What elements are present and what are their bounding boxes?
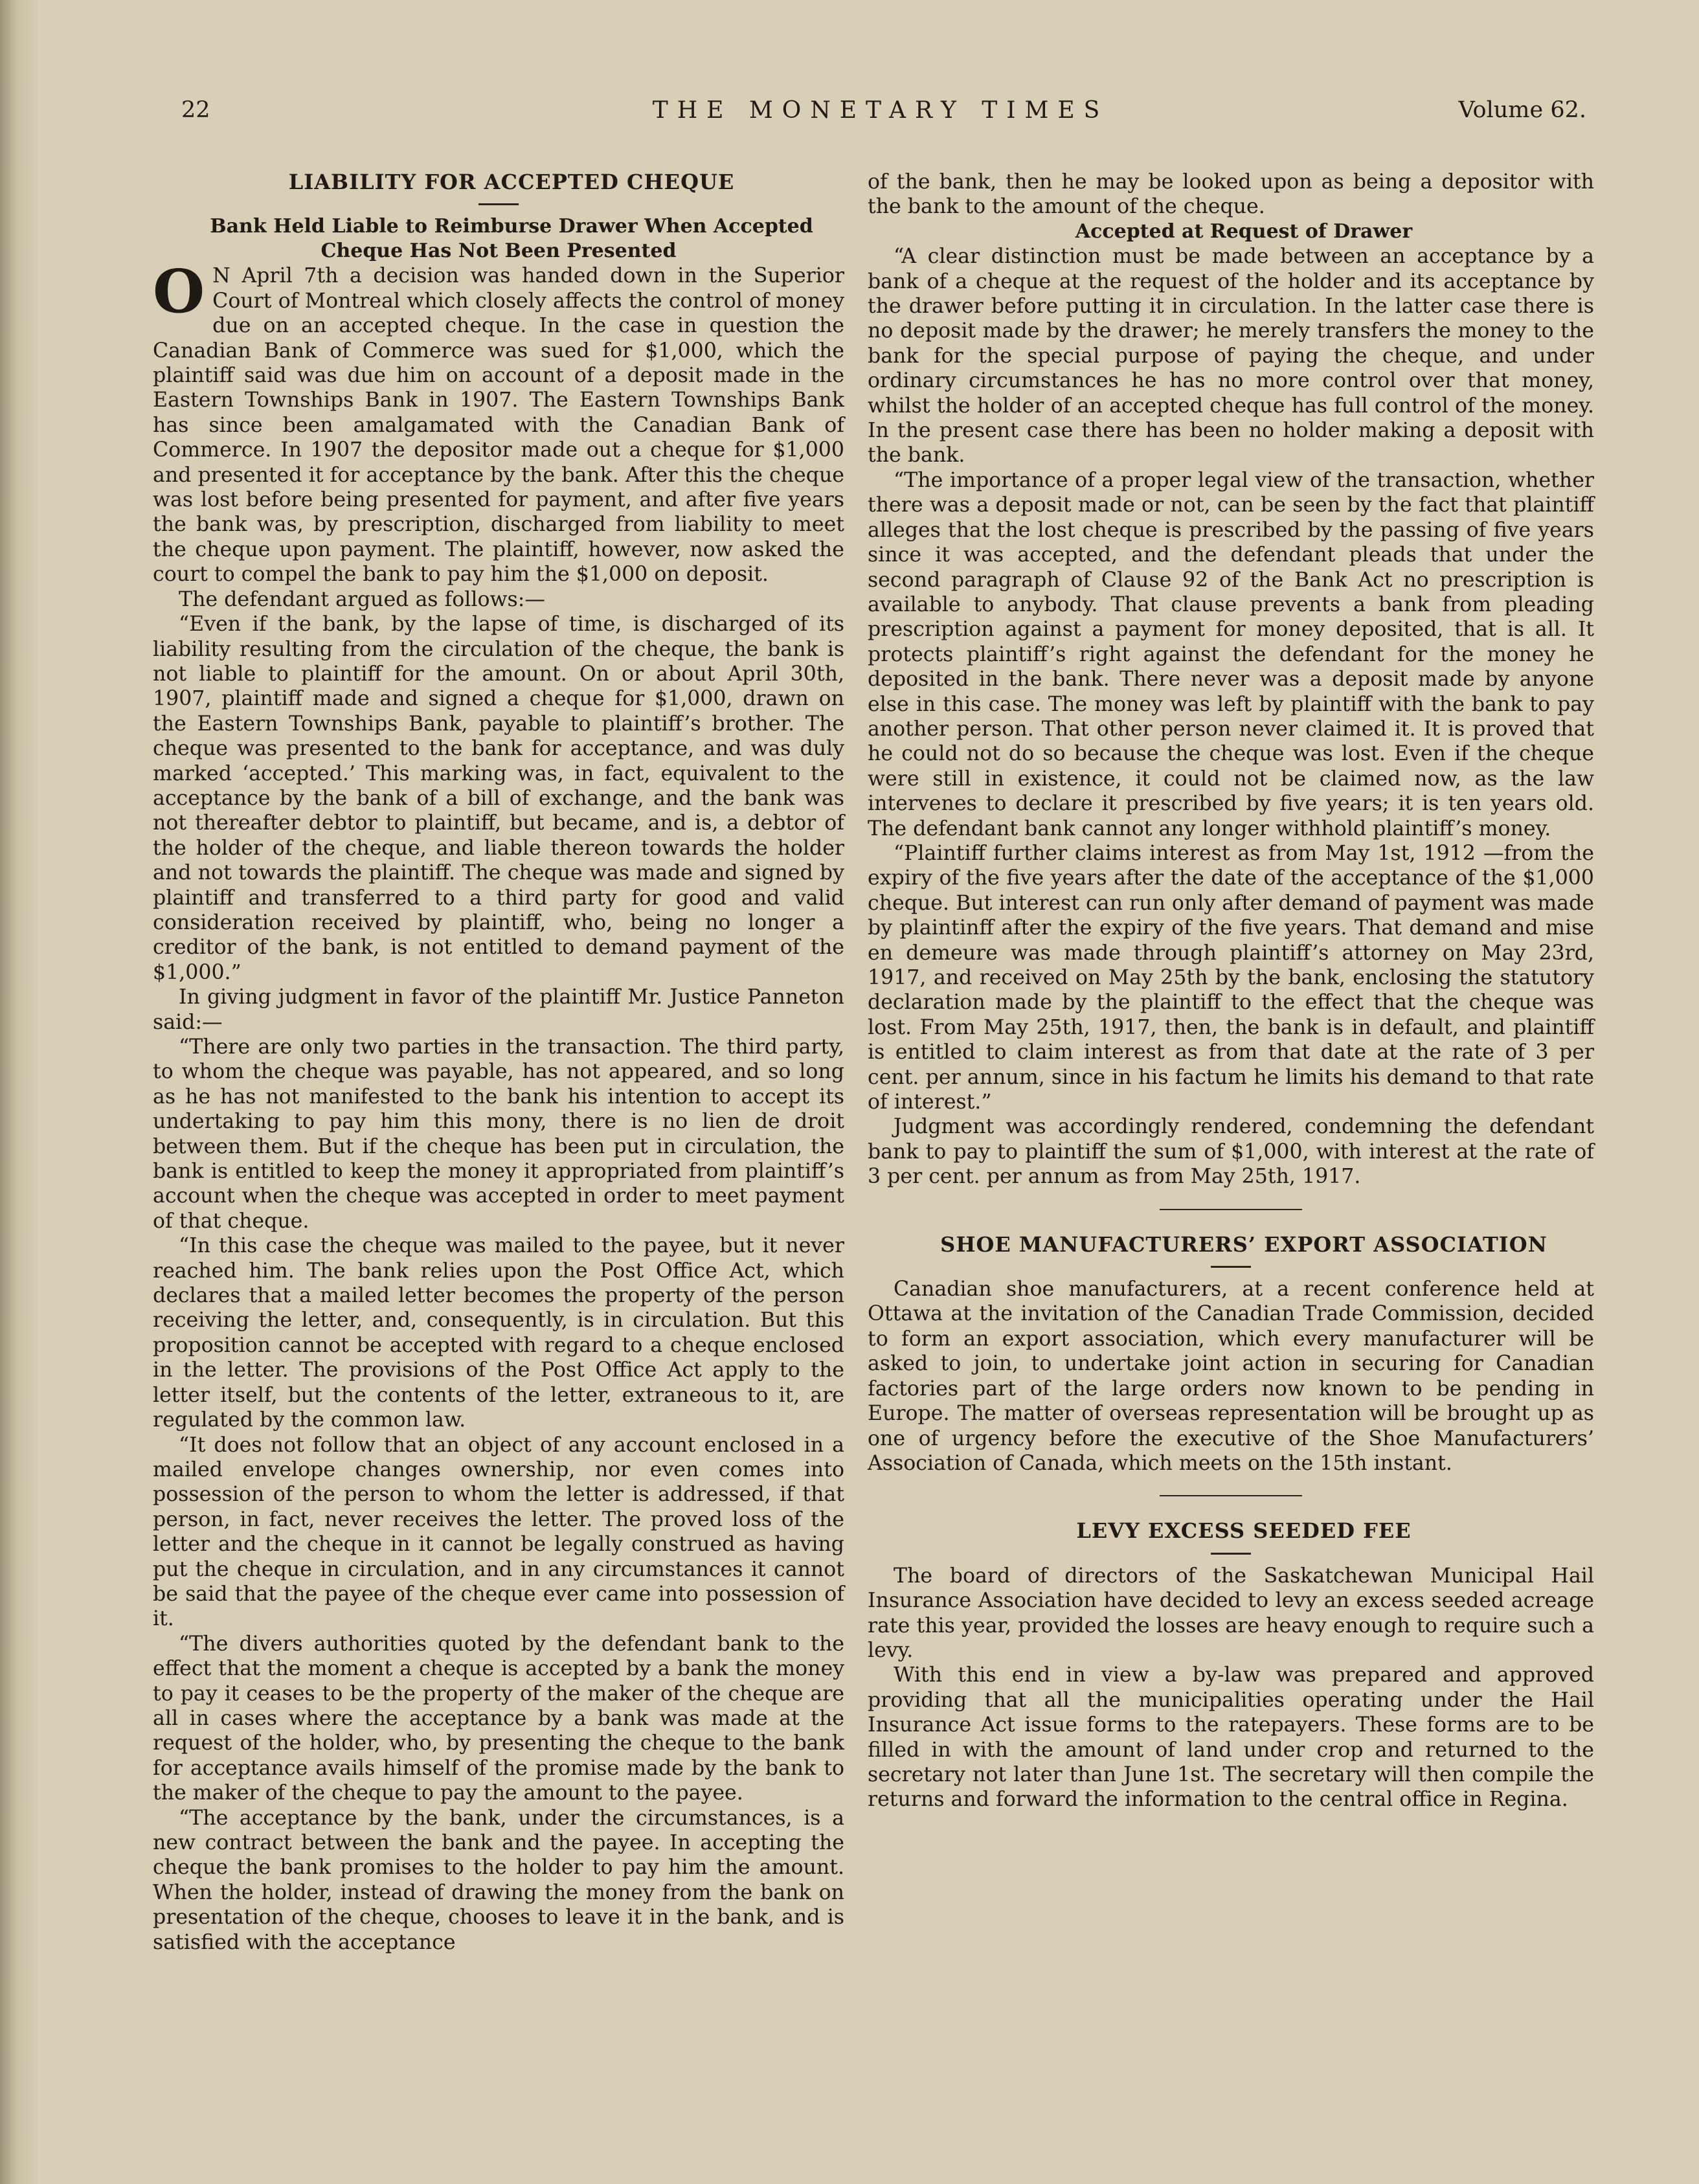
crosshead: Accepted at Request of Drawer bbox=[1075, 220, 1413, 243]
paragraph: “There are only two parties in the transaction. The third party, to whom the cheque was payable, has not appeared, and so long as he has not manifested to the bank his intention to accept its undertaking to pay him this mony, there is no lien de droit between them. But if the cheque has been put in circulation, the bank is entitled to keep the money it appropriated from plaintiff’s account when the cheque was accepted in order to meet payment of that cheque. bbox=[153, 1035, 844, 1233]
title-rule bbox=[478, 203, 519, 205]
paragraph: In giving judgment in favor of the plaintiff Mr. Justice Panneton said:— bbox=[153, 985, 844, 1034]
article-subtitle: Bank Held Liable to Reimburse Drawer When Accepted Cheque Has Not Been Presented bbox=[210, 215, 813, 263]
paragraph: The defendant argued as follows:— bbox=[179, 587, 545, 611]
publication-title: THE MONETARY TIMES bbox=[652, 97, 1109, 124]
volume-number: Volume 62. bbox=[1458, 97, 1586, 123]
page-binding-edge bbox=[0, 0, 39, 2184]
lead-paragraph-text: N April 7th a decision was handed down in the Superior Court of Montreal which closely affects the control of money due on an accepted cheque. In the case in question the Canadian Bank of Commerce was sued for $1,000, which the plaintiff said was due him on account of a deposit made in the Eastern Townships Bank in 1907. The Eastern Townships Bank has since been amalgamated with the Canadian Bank of Commerce. In 1907 the depositor made out a cheque for $1,000 and presented it for acceptance by the bank. After this the cheque was lost before being presented for payment, and after five years the bank was, by prescription, discharged from liability to meet the cheque upon payment. The plaintiff, however, now asked the court to compel the bank to pay him the $1,000 on deposit. bbox=[153, 264, 844, 587]
title-rule bbox=[1211, 1553, 1251, 1555]
paragraph: “In this case the cheque was mailed to the payee, but it never reached him. The bank relies upon the Post Office Act, which declares that a mailed letter becomes the property of the person receiving the letter, and, consequently, is in circulation. But this proposition cannot be accepted with regard to a cheque enclosed in the letter. The provisions of the Post Office Act apply to the letter itself, but the contents of the letter, extraneous to it, are regulated by the common law. bbox=[153, 1234, 844, 1432]
title-rule bbox=[1211, 1266, 1251, 1268]
paragraph: “A clear distinction must be made between an acceptance by a bank of a cheque at the request of the holder and its acceptance by the drawer before putting it in circulation. In the latter case there is no deposit made by the drawer; he merely transfers the money to the bank for the special purpose of paying the cheque, and under ordinary circumstances he has no more control over that money, whilst the holder of an accepted cheque has full control of the money. In the present case there has been no holder making a deposit with the bank. bbox=[868, 245, 1594, 467]
section-divider bbox=[1160, 1209, 1302, 1210]
right-column bbox=[868, 170, 1594, 1812]
article-title: LEVY EXCESS SEEDED FEE bbox=[1076, 1518, 1412, 1544]
paragraph: “Plaintiff further claims interest as from May 1st, 1912 —from the expiry of the five years after the date of the acceptance of the $1,000 cheque. But interest can run only after demand of payment was made by plaintinff after the expiry of the five years. That demand and mise en demeure was made through plaintiff’s attorney on May 23rd, 1917, and received on May 25th by the bank, enclosing the statutory declaration made by the plaintiff to the effect that the cheque was lost. From May 25th, 1917, then, the bank is in default, and plaintiff is entitled to claim interest as from that date at the rate of 3 per cent. per annum, since in his factum he limits his demand to that rate of interest.” bbox=[868, 841, 1594, 1114]
left-column bbox=[153, 170, 844, 1955]
paragraph: “The acceptance by the bank, under the circumstances, is a new contract between the bank and the payee. In accepting the cheque the bank promises to the holder to pay him the amount. When the holder, instead of drawing the money from the bank on presentation of the cheque, chooses to leave it in the bank, and is satisfied with the acceptance bbox=[153, 1806, 844, 1954]
paragraph-continued: of the bank, then he may be looked upon as being a depositor with the bank to the amount of the cheque. bbox=[868, 170, 1594, 219]
paragraph: “It does not follow that an object of any account enclosed in a mailed envelope changes ownership, nor even comes into possession of the person to whom the letter is addressed, if that person, in fact, never receives the letter. The proved loss of the letter and the cheque in it cannot be legally construed as having put the cheque in circulation, and in any circumstances it cannot be said that the payee of the cheque ever came into possession of it. bbox=[153, 1433, 844, 1631]
article-title: SHOE MANUFACTURERS’ EXPORT ASSOCIATION bbox=[940, 1232, 1547, 1257]
paragraph: “The divers authorities quoted by the defendant bank to the effect that the moment a cheque is accepted by a bank the money to pay it ceases to be the property of the maker of the cheque are all in cases where the acceptance by a bank was made at the request of the holder, who, by presenting the cheque to the bank for acceptance avails himself of the promise made by the bank to the maker of the cheque to pay the amount to the payee. bbox=[153, 1632, 844, 1805]
paragraph: Canadian shoe manufacturers, at a recent conference held at Ottawa at the invitation of the Canadian Trade Commission, decided to form an export association, which every manufacturer will be asked to join, to undertake joint action in securing for Canadian factories part of the large orders now known to be pending in Europe. The matter of overseas representation will be brought up as one of urgency before the executive of the Shoe Manufacturers’ Association of Canada, which meets on the 15th instant. bbox=[868, 1278, 1594, 1475]
drop-cap: O bbox=[153, 256, 205, 327]
section-divider bbox=[1160, 1495, 1302, 1496]
article-title: LIABILITY FOR ACCEPTED CHEQUE bbox=[288, 170, 735, 194]
paragraph: With this end in view a by-law was prepared and approved providing that all the municipalities operating under the Hail Insurance Act issue forms to the ratepayers. These forms are to be filled in with the amount of land under crop and returned to the secretary not later than June 1st. The secretary will then compile the returns and forward the information to the central office in Regina. bbox=[868, 1663, 1594, 1812]
lead-paragraph bbox=[153, 256, 844, 587]
paragraph: “The importance of a proper legal view of the transaction, whether there was a deposit made or not, can be seen by the fact that plaintiff alleges that the lost cheque is prescribed by the passing of five years since it was accepted, and the defendant pleads that under the second paragraph of Clause 92 of the Bank Act no prescription is available to anybody. That clause prevents a bank from pleading prescription against a payment for money deposited, that is all. It protects plaintiff’s right against the defendant for the money he deposited in the bank. There never was a deposit made by anyone else in this case. The money was left by plaintiff with the bank to pay another person. That other person never claimed it. It is proved that he could not do so because the cheque was lost. Even if the cheque were still in existence, it could not be claimed now, as the law intervenes to declare it prescribed by five years; it is ten years old. The defendant bank cannot any longer withhold plaintiff’s money. bbox=[868, 468, 1594, 840]
page-number: 22 bbox=[181, 97, 210, 123]
running-head bbox=[175, 97, 1586, 136]
paragraph: “Even if the bank, by the lapse of time, is discharged of its liability resulting from the circulation of the cheque, the bank is not liable to plaintiff for the amount. On or about April 30th, 1907, plaintiff made and signed a cheque for $1,000, drawn on the Eastern Townships Bank, payable to plaintiff’s brother. The cheque was presented to the bank for acceptance, and was duly marked ‘accepted.’ This marking was, in fact, equivalent to the acceptance by the bank of a bill of exchange, and the bank was not thereafter debtor to plaintiff, but became, and is, a debtor of the holder of the cheque, and liable thereon towards the holder and not towards the plaintiff. The cheque was made and signed by plaintiff and transferred to a third party for good and valid consideration received by plaintiff, who, being no longer a creditor of the bank, is not entitled to demand payment of the $1,000.” bbox=[153, 613, 844, 984]
paragraph: The board of directors of the Saskatchewan Municipal Hail Insurance Association have decided to levy an excess seeded acreage rate this year, provided the losses are heavy enough to require such a levy. bbox=[868, 1564, 1594, 1662]
paragraph: Judgment was accordingly rendered, condemning the defendant bank to pay to plaintiff the sum of $1,000, with interest at the rate of 3 per cent. per annum as from May 25th, 1917. bbox=[868, 1115, 1594, 1189]
